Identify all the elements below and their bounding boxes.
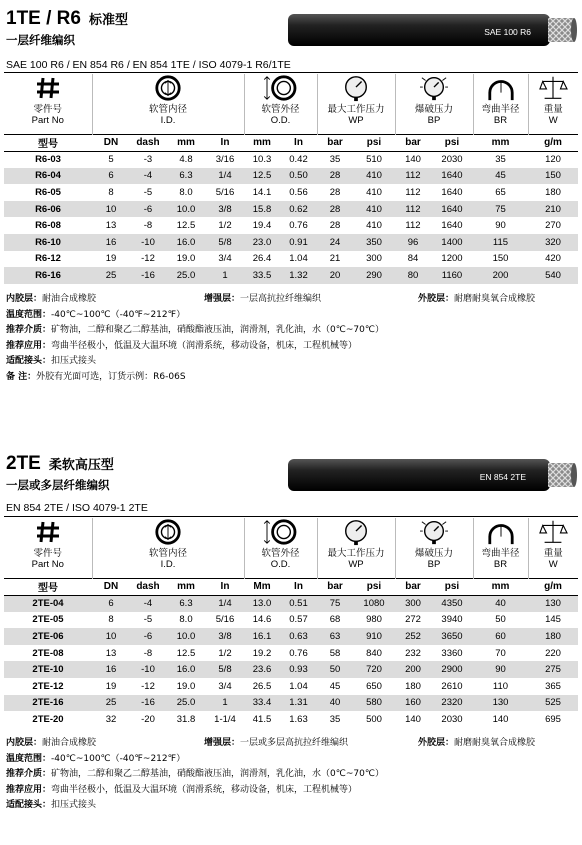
table-row: 2TE-12 19 -12 19.0 3/4 26.5 1.04 45 650 180 2610 110 365 (32, 680, 561, 692)
gauge-icon (341, 74, 371, 102)
section-2te (0, 445, 582, 845)
burst-gauge-icon (417, 518, 451, 546)
table-row: R6-04 6 -4 6.3 1/4 12.5 0.50 28 410 112 1640 45 150 (4, 168, 578, 185)
gauge-icon (341, 518, 371, 546)
table-row: 2TE-20 32 -20 31.8 1-1/4 41.5 1.63 35 500 140 2030 140 695 (32, 713, 561, 725)
table-row: 2TE-05 8 -5 8.0 5/16 14.6 0.57 68 980 272 3940 50 145 (32, 614, 561, 626)
table-row: 2TE-08 13 -8 12.5 1/2 19.2 0.76 58 840 232 3360 70 220 (32, 647, 561, 659)
table-row: R6-05 8 -5 8.0 5/16 14.1 0.56 28 410 112 1640 65 180 (35, 186, 561, 198)
hose-label: EN 854 2TE (479, 472, 526, 482)
hash-icon (34, 74, 62, 102)
bp-header: 爆破压力 BP (395, 518, 473, 578)
burst-gauge-icon (417, 74, 451, 102)
hose-image (286, 457, 578, 493)
br-header: 弯曲半径 BR (473, 74, 528, 134)
spec-notes: 内胶层：耐油合成橡胶 增强层：一层或多层高抗拉纤维编织 外胶层：耐磨耐臭氧合成橡胶 温度范围：-40℃~100℃（-40℉~212℉） 推荐介质：矿物油，二醇和聚乙二醇基油，硝酸酯液压油，润滑剂，乳化油，水（0℃~70℃） 推荐应用：弯曲半径极小，低温及大温环境（润滑系统，移动设备，机床，工程机械等） 适配接头：扣压式接头 (6, 738, 536, 810)
id-header: 软管内径 I.D. (92, 518, 244, 578)
scale-icon (538, 518, 568, 546)
table-row: R6-03 5 -3 4.8 3/16 10.3 0.42 35 510 140 2030 35 120 (35, 154, 561, 166)
outer-diameter-icon (256, 74, 306, 102)
wp-header: 最大工作压力 WP (317, 74, 395, 134)
bp-header: 爆破压力 BP (395, 74, 473, 134)
part-header: 零件号 Part No (4, 518, 92, 578)
bend-radius-icon (484, 518, 518, 546)
hose-label: SAE 100 R6 (484, 27, 531, 37)
table-row: R6-06 10 -6 10.0 3/8 15.8 0.62 28 410 112 1640 75 210 (4, 201, 578, 218)
inner-diameter-icon (138, 74, 198, 102)
inner-diameter-icon (138, 518, 198, 546)
section-1te-r6 (0, 0, 582, 400)
standards-line: EN 854 2TE / ISO 4079-1 2TE (6, 502, 148, 514)
units-row: 型号 DN dash mm In mm In bar psi bar psi mm g/m (4, 134, 578, 151)
divider (4, 72, 578, 73)
table-row: 2TE-04 6 -4 6.3 1/4 13.0 0.51 75 1080 300 4350 40 130 (4, 595, 578, 612)
id-header: 软管内径 I.D. (92, 74, 244, 134)
section-title: 2TE 柔软高压型 (6, 453, 114, 474)
table-row: 2TE-10 16 -10 16.0 5/8 23.6 0.93 50 720 200 2900 90 275 (4, 661, 578, 678)
section-subtitle: 一层纤维编织 (6, 33, 75, 47)
bend-radius-icon (484, 74, 518, 102)
od-header: 软管外径 O.D. (244, 74, 317, 134)
units-row: 型号 DN dash mm In Mm In bar psi bar psi mm g/m (4, 578, 578, 595)
hose-image (286, 12, 578, 48)
outer-diameter-icon (256, 518, 306, 546)
spec-table (4, 518, 578, 728)
section-subtitle: 一层或多层纤维编织 (6, 478, 110, 492)
spec-table (4, 74, 578, 284)
br-header: 弯曲半径 BR (473, 518, 528, 578)
table-row: R6-10 16 -10 16.0 5/8 23.0 0.91 24 350 96 1400 115 320 (4, 234, 578, 251)
hash-icon (34, 518, 62, 546)
table-row: R6-16 25 -16 25.0 1 33.5 1.32 20 290 80 1160 200 540 (4, 267, 578, 284)
divider (4, 516, 578, 517)
part-header: 零件号 Part No (4, 74, 92, 134)
table-row: R6-08 13 -8 12.5 1/2 19.4 0.76 28 410 112 1640 90 270 (35, 220, 561, 232)
table-row: R6-12 19 -12 19.0 3/4 26.4 1.04 21 300 84 1200 150 420 (35, 253, 561, 265)
section-title: 1TE / R6 标准型 (6, 8, 128, 29)
weight-header: 重量 W (528, 74, 578, 134)
wp-header: 最大工作压力 WP (317, 518, 395, 578)
table-row: 2TE-06 10 -6 10.0 3/8 16.1 0.63 63 910 252 3650 60 180 (4, 628, 578, 645)
spec-notes: 内胶层：耐油合成橡胶 增强层：一层高抗拉纤维编织 外胶层：耐磨耐臭氧合成橡胶 温度范围：-40℃~100℃（-40℉~212℉） 推荐介质：矿物油，二醇和聚乙二醇基油，硝酸酯液压油，润滑剂，乳化油，水（0℃~70℃） 推荐应用：弯曲半径极小，低温及大温环境（润滑系统，移动设备，机床，工程机械等） 适配接头：扣压式接头 备 注：外胶有光面可选，订货示例：R6-06S (6, 294, 536, 382)
standards-line: SAE 100 R6 / EN 854 R6 / EN 854 1TE / ISO 4079-1 R6/1TE (6, 59, 291, 71)
scale-icon (538, 74, 568, 102)
table-row: 2TE-16 25 -16 25.0 1 33.4 1.31 40 580 160 2320 130 525 (4, 695, 578, 712)
weight-header: 重量 W (528, 518, 578, 578)
od-header: 软管外径 O.D. (244, 518, 317, 578)
